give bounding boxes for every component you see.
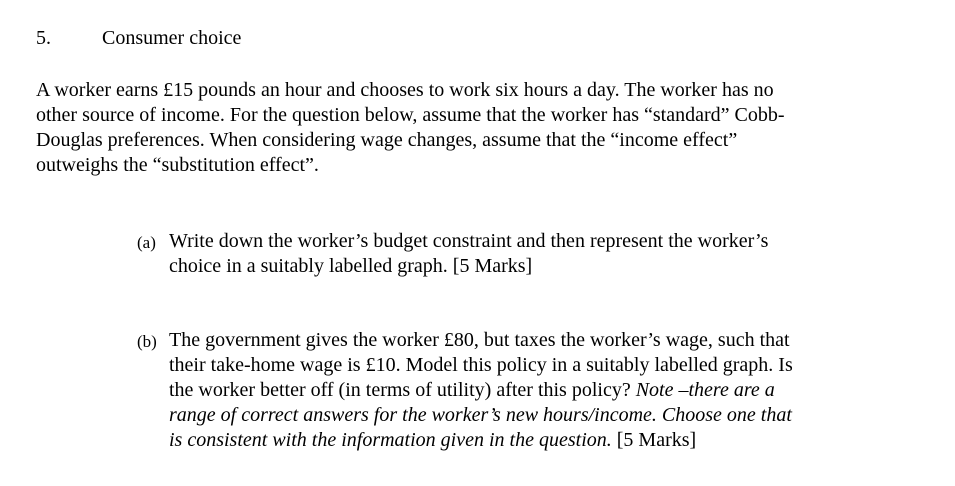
part-b-note-line: range of correct answers for the worker’s new hours/income. Choose one that <box>169 404 792 426</box>
part-a-line: choice in a suitably labelled graph. [5 Marks] <box>169 255 533 277</box>
part-a-text <box>169 229 877 279</box>
part-b-note: Note –there are a <box>635 379 775 401</box>
question-intro <box>36 78 886 178</box>
part-b-label: (b) <box>137 332 157 351</box>
part-b-note: is consistent with the information given in the question. <box>169 429 612 451</box>
question-title: Consumer choice <box>102 27 242 49</box>
intro-line: A worker earns £15 pounds an hour and chooses to work six hours a day. The worker has no <box>36 79 774 101</box>
part-b <box>137 328 877 453</box>
intro-line: outweighs the “substitution effect”. <box>36 154 319 176</box>
part-a <box>137 229 877 279</box>
question-number: 5. <box>36 27 51 49</box>
part-b-plain-text: the worker better off (in terms of utility) after this policy? <box>169 379 636 401</box>
intro-line: Douglas preferences. When considering wage changes, assume that the “income effect” <box>36 129 738 151</box>
part-b-text <box>169 328 877 453</box>
part-b-line: The government gives the worker £80, but taxes the worker’s wage, such that <box>169 329 790 351</box>
part-a-line: Write down the worker’s budget constraint and then represent the worker’s <box>169 230 769 252</box>
question-heading <box>36 26 241 50</box>
part-b-marks: [5 Marks] <box>611 429 697 451</box>
part-b-line: their take-home wage is £10. Model this policy in a suitably labelled graph. Is <box>169 354 793 376</box>
part-b-line <box>169 378 877 403</box>
part-b-line <box>169 428 877 453</box>
part-a-label: (a) <box>137 233 156 252</box>
intro-line: other source of income. For the question below, assume that the worker has “standard” Cobb- <box>36 104 785 126</box>
